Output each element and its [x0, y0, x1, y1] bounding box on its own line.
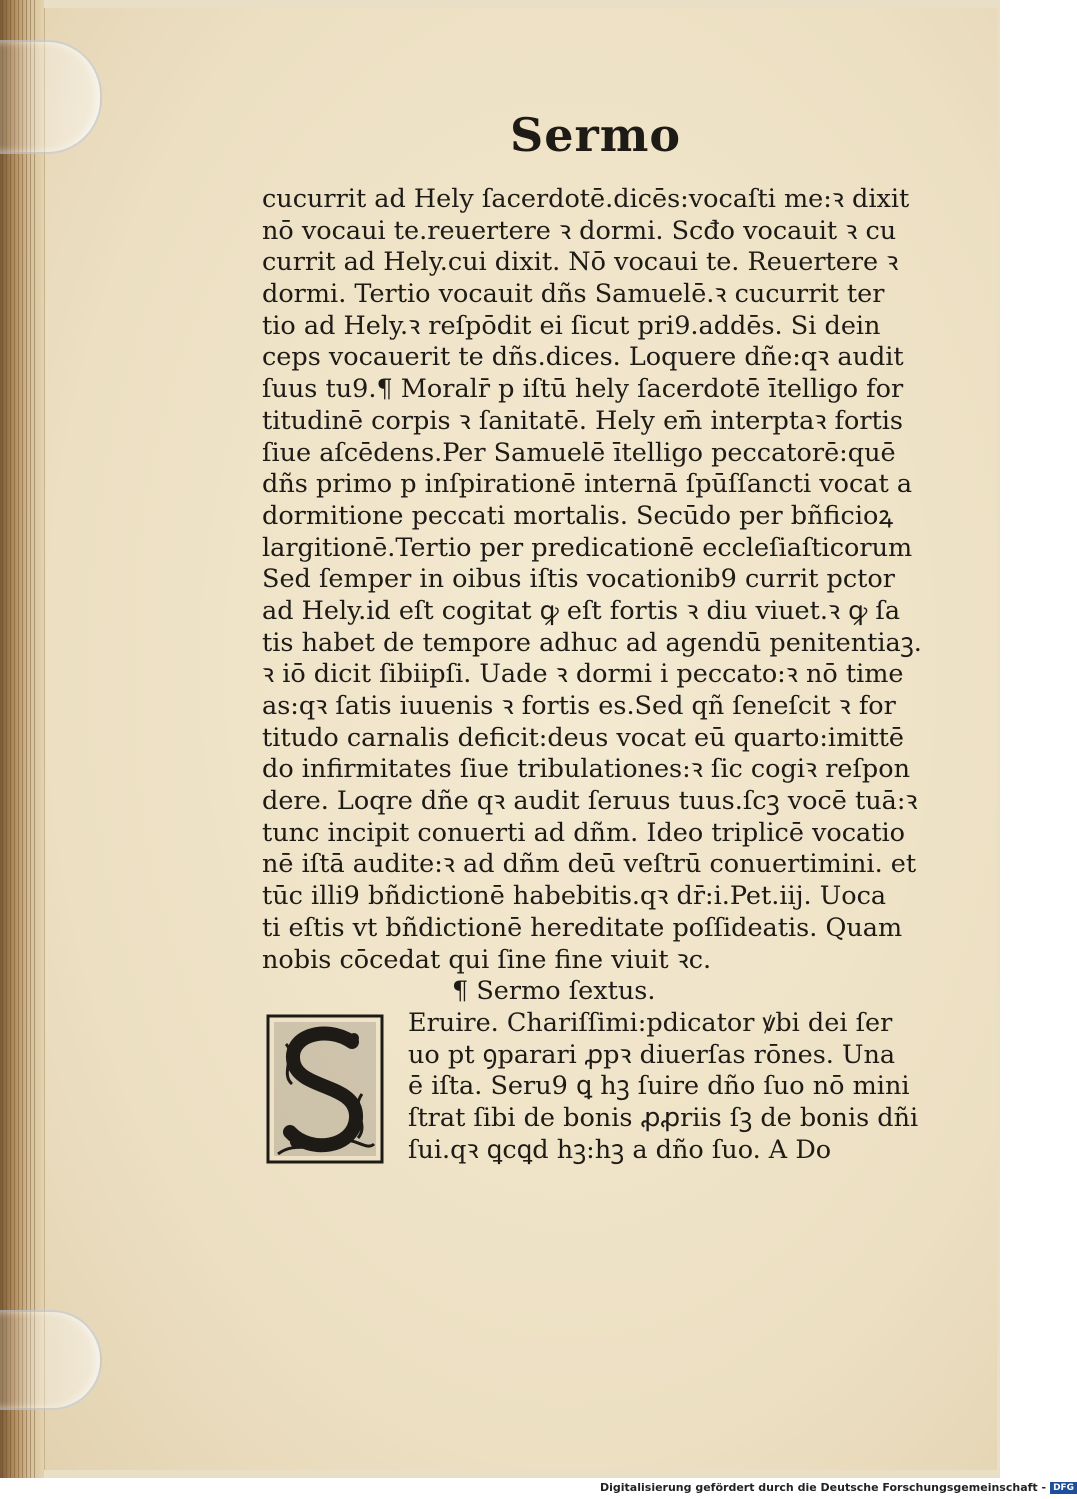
text-line: ſiue aſcēdens.Per Samuelē ītelligo peccatorē:quē — [262, 437, 896, 468]
text-line: ſuus tu9.¶ Moralr̄ p iſtū hely ſacerdotē ītelligo for — [262, 374, 904, 405]
text-line: nē iſtā audite:ꝛ ad dñm deū veſtrū conuertimini. et — [262, 849, 917, 880]
text-line: uo pt ꝯparari ꝓpꝛ diuerſas rōnes. Una — [408, 1039, 896, 1070]
text-line: Sed ſemper in oibus iſtis vocationib9 currit pctor — [262, 564, 895, 595]
glass-clip-top — [0, 40, 102, 154]
book-gutter — [0, 0, 44, 1478]
text-line: currit ad Hely.cui dixit. Nō vocaui te. Reuertere ꝛ — [262, 247, 899, 278]
text-line: titudinē corpis ꝛ ſanitatē. Hely em̄ interptaꝛ fortis — [262, 405, 903, 436]
footer-text: Digitalisierung gefördert durch die Deutsche Forschungsgemeinschaft - — [600, 1481, 1047, 1494]
section-heading: ¶ Sermo ſextus. — [452, 976, 656, 1007]
text-line: nobis cōcedat qui ſine fine viuit ꝛc. — [262, 944, 712, 975]
text-line: titudo carnalis deficit:deus vocat eū quarto:imittē — [262, 722, 905, 753]
sermon-opening — [262, 1008, 962, 1170]
text-line: ad Hely.id eſt cogitat ꝙ eſt fortis ꝛ diu viuet.ꝛ ꝙ ſa — [262, 595, 901, 626]
dfg-logo: DFG — [1050, 1482, 1077, 1494]
text-line: dere. Loqre dñe qꝛ audit ſeruus tuus.ſcꝫ vocē tuā:ꝛ — [262, 786, 918, 817]
text-line: ſui.qꝛ ꝗcꝗd hꝫ:hꝫ a dño ſuo. A Do — [408, 1134, 832, 1165]
text-line: nō vocaui te.reuertere ꝛ dormi. Scđo vocauit ꝛ cu — [262, 215, 897, 246]
text-line: do infirmitates ſiue tribulationes:ꝛ ſic cogiꝛ reſpon — [262, 754, 911, 785]
page-edges — [2, 0, 38, 1478]
text-line: Eruire. Chariſſimi:pdicator ꝟbi dei ſer — [408, 1007, 893, 1038]
text-line: dñs primo p inſpirationē internā ſpūſſancti vocat a — [262, 469, 913, 500]
glass-clip-bottom — [0, 1310, 102, 1410]
text-line: ceps vocauerit te dñs.dices. Loquere dñe:qꝛ audit — [262, 342, 904, 373]
text-line: ſtrat ſibi de bonis ꝓꝓriis ſꝫ de bonis dñi — [408, 1102, 919, 1133]
text-block — [262, 184, 962, 1170]
body-text — [262, 184, 962, 976]
running-head: Sermo — [510, 108, 682, 162]
text-line: ē iſta. Seru9 ꝗ hꝫ ſuire dño ſuo nō mini — [408, 1071, 910, 1102]
text-line: tūc illi9 bñdictionē habebitis.qꝛ dr̄:i.Pet.iij. Uoca — [262, 881, 887, 912]
decorated-initial-s — [266, 1014, 384, 1164]
text-line: largitionē.Tertio per predicationē eccleſiaſticorum — [262, 532, 913, 563]
digitization-footer — [600, 1481, 1077, 1494]
opening-lines — [408, 1008, 968, 1166]
text-line: cucurrit ad Hely ſacerdotē.dicēs:vocaſti me:ꝛ dixit — [262, 184, 910, 214]
text-line: tio ad Hely.ꝛ reſpōdit ei ſicut pri9.addēs. Si dein — [262, 310, 881, 341]
text-line: dormitione peccati mortalis. Secūdo per bñficioꝝ — [262, 500, 894, 531]
text-line: tunc incipit conuerti ad dñm. Ideo triplicē vocatio — [262, 817, 906, 848]
text-line: tis habet de tempore adhuc ad agendū penitentiaꝫ. — [262, 627, 922, 658]
text-line: ꝛ iō dicit ſibiipſi. Uade ꝛ dormi i peccato:ꝛ nō time — [262, 659, 904, 690]
text-line: ti eſtis vt bñdictionē hereditate poſſideatis. Quam — [262, 912, 903, 943]
text-line: dormi. Tertio vocauit dñs Samuelē.ꝛ cucurrit ter — [262, 279, 885, 310]
text-line: as:qꝛ ſatis iuuenis ꝛ fortis es.Sed qñ ſeneſcit ꝛ for — [262, 691, 896, 721]
